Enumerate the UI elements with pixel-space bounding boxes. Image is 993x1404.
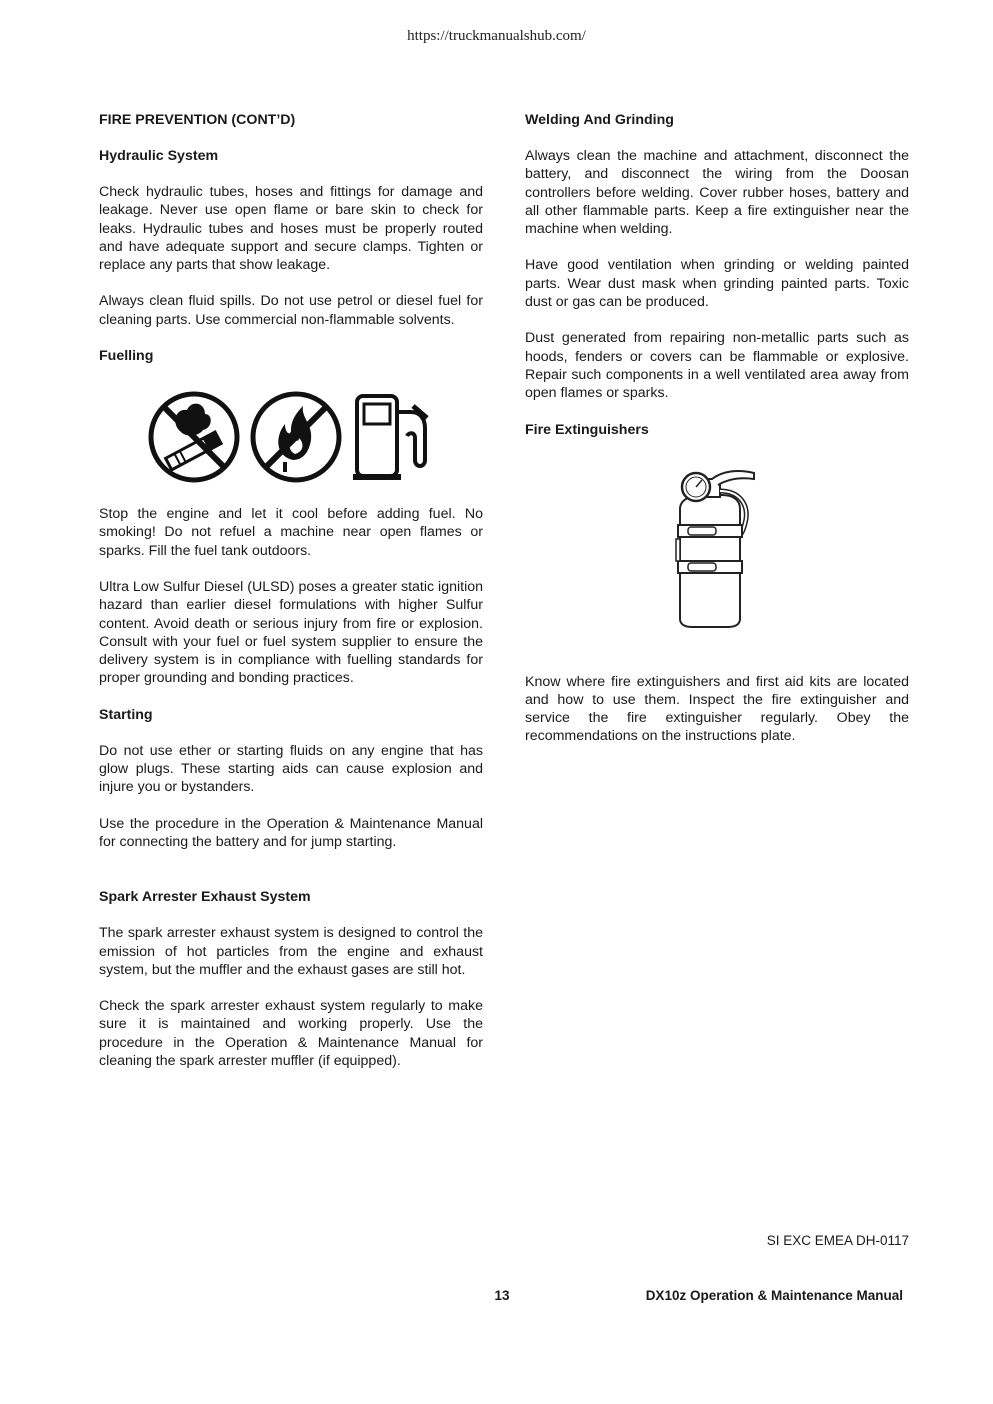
no-open-flame-icon <box>249 390 343 484</box>
starting-paragraph-1: Do not use ether or starting fluids on any engine that has glow plugs. These starting aids can cause explosion and injure you or bystanders. <box>99 742 483 796</box>
welding-paragraph-2: Have good ventilation when grinding or welding painted parts. Wear dust mask when grinding painted parts. Toxic dust or gas can be produced. <box>525 257 909 311</box>
welding-paragraph-1: Always clean the machine and attachment, disconnect the battery, and disconnect the wiring from the Doosan controllers before welding. Cover rubber hoses, battery and all other flammable parts. Keep a fire extinguisher near the machine when welding. <box>525 148 909 238</box>
manual-title: DX10z Operation & Maintenance Manual <box>645 1288 903 1303</box>
spark-arrester-paragraph-1: The spark arrester exhaust system is designed to control the emission of hot particles from the engine and exhaust system, but the muffler and the exhaust gases are still hot. <box>99 925 483 978</box>
no-smoking-icon <box>147 390 241 484</box>
fuelling-paragraph-2: Ultra Low Sulfur Diesel (ULSD) poses a greater static ignition hazard than earlier diesel formulations with higher Sulfur content. Avoid death or serious injury from fire or explosion. Consult with your fuel or fuel system supplier to ensure the delivery system is in compliance with fuelling standards for proper grounding and bonding practices. <box>99 578 484 687</box>
hydraulic-paragraph-1: Check hydraulic tubes, hoses and fittings for damage and leakage. Never use open flame or bare skin to check for leaks. Hydraulic tubes and hoses must be properly routed and have adequate support and secure clamps. Tighten or replace any parts that show leakage. <box>99 184 483 274</box>
spark-arrester-paragraph-2: Check the spark arrester exhaust system regularly to make sure it is maintained and working properly. Use the procedure in the Operation & Maintenance Manual for cleaning the spark arrester muffler (if equipped). <box>99 998 483 1070</box>
left-column <box>99 111 483 1088</box>
page-number: 13 <box>494 1288 510 1303</box>
fuel-pump-icon <box>351 390 435 484</box>
page-url: https://truckmanualshub.com/ <box>407 28 586 44</box>
welding-heading: Welding And Grinding <box>525 112 674 128</box>
spark-arrester-heading: Spark Arrester Exhaust System <box>99 889 311 906</box>
fire-extinguisher-icon <box>662 465 772 629</box>
fuelling-heading: Fuelling <box>99 348 154 365</box>
fire-extinguishers-paragraph-1: Know where fire extinguishers and first aid kits are located and how to use them. Inspect the fire extinguisher and service the fire extinguisher regularly. Obey the recommendations on the instructions plate. <box>525 673 909 745</box>
starting-paragraph-2: Use the procedure in the Operation & Maintenance Manual for connecting the battery and for jump starting. <box>99 815 483 850</box>
document-id: SI EXC EMEA DH-0117 <box>766 1233 909 1248</box>
starting-heading: Starting <box>99 706 153 723</box>
welding-paragraph-3: Dust generated from repairing non-metallic parts such as hoods, fenders or covers can be flammable or explosive. Repair such components in a well ventilated area away from open flames or sparks. <box>525 330 909 402</box>
fuelling-icons <box>99 383 483 487</box>
hydraulic-paragraph-2: Always clean fluid spills. Do not use petrol or diesel fuel for cleaning parts. Use commercial non-flammable solvents. <box>99 293 483 328</box>
fuelling-paragraph-1: Stop the engine and let it cool before adding fuel. No smoking! Do not refuel a machine near open flames or sparks. Fill the fuel tank outdoors. <box>99 506 483 559</box>
right-column <box>525 111 909 764</box>
hydraulic-heading: Hydraulic System <box>99 148 219 164</box>
fire-extinguishers-heading: Fire Extinguishers <box>525 421 649 438</box>
section-title: FIRE PREVENTION (CONT’D) <box>99 112 296 128</box>
fire-extinguisher-figure <box>525 457 909 637</box>
